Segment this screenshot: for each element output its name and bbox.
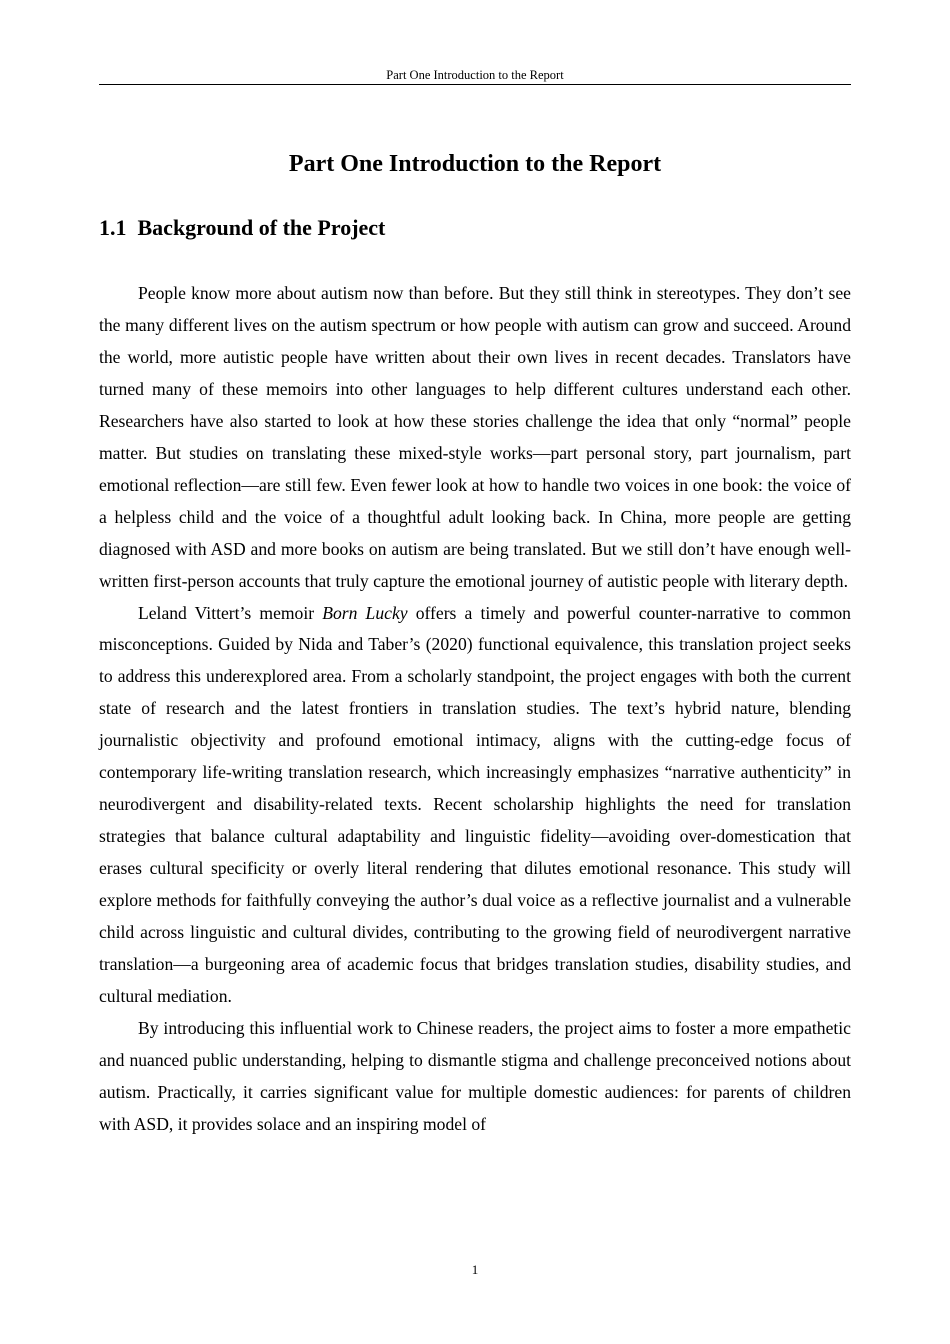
paragraph-2-lead: Leland Vittert’s memoir (138, 602, 323, 623)
paragraph-2 (99, 598, 851, 1013)
section-heading: 1.1 Background of the Project (99, 215, 386, 240)
paragraph-1: People know more about autism now than before. But they still think in stereotypes. They don’t see the many different lives on the autism spectrum or how people with autism can grow and succeed. Around the world, more autistic people have written about their own lives in recent decades. Translators have turned many of these memoirs into other languages to help different cultures understand each other. Researchers have also started to look at how these stories challenge the idea that only “normal” people matter. But studies on translating these mixed-style works—part personal story, part journalism, part emotional reflection—are still few. Even fewer look at how to handle two voices in one book: the voice of a helpless child and the voice of a thoughtful adult looking back. In China, more people are getting diagnosed with ASD and more books on autism are being translated. But we still don’t have enough well-written first-person accounts that truly capture the emotional journey of autistic people with literary depth. (99, 283, 851, 591)
page-number: 1 (471, 1262, 479, 1277)
body-text (99, 278, 851, 1141)
part-title: Part One Introduction to the Report (288, 151, 662, 177)
book-title: Born Lucky (322, 602, 408, 623)
paragraph-2-body: offers a timely and powerful counter-narrative to common misconceptions. Guided by Nida and Taber’s (2020) functional equivalence, this translation project seeks to address this underexplored area. From a scholarly standpoint, the project engages with both the current state of research and the latest frontiers in translation studies. The text’s hybrid nature, blending journalistic objectivity and profound emotional intimacy, aligns with the cutting-edge focus of contemporary life-writing translation research, which increasingly emphasizes “narrative authenticity” in neurodivergent and disability-related texts. Recent scholarship highlights the need for translation strategies that balance cultural adaptability and linguistic fidelity—avoiding over-domestication that erases cultural specificity or overly literal rendering that dilutes emotional resonance. This study will explore methods for faithfully conveying the author’s dual voice as a reflective journalist and a vulnerable child across linguistic and cultural divides, contributing to the growing field of neurodivergent narrative translation—a burgeoning area of academic focus that bridges translation studies, disability studies, and cultural mediation. (99, 602, 851, 1006)
running-header: Part One Introduction to the Report (386, 68, 564, 82)
header-divider (99, 84, 851, 85)
paragraph-3: By introducing this influential work to Chinese readers, the project aims to foster a more empathetic and nuanced public understanding, helping to dismantle stigma and challenge preconceived notions about autism. Practically, it carries significant value for multiple domestic audiences: for parents of children with ASD, it provides solace and an inspiring model of (99, 1017, 851, 1134)
